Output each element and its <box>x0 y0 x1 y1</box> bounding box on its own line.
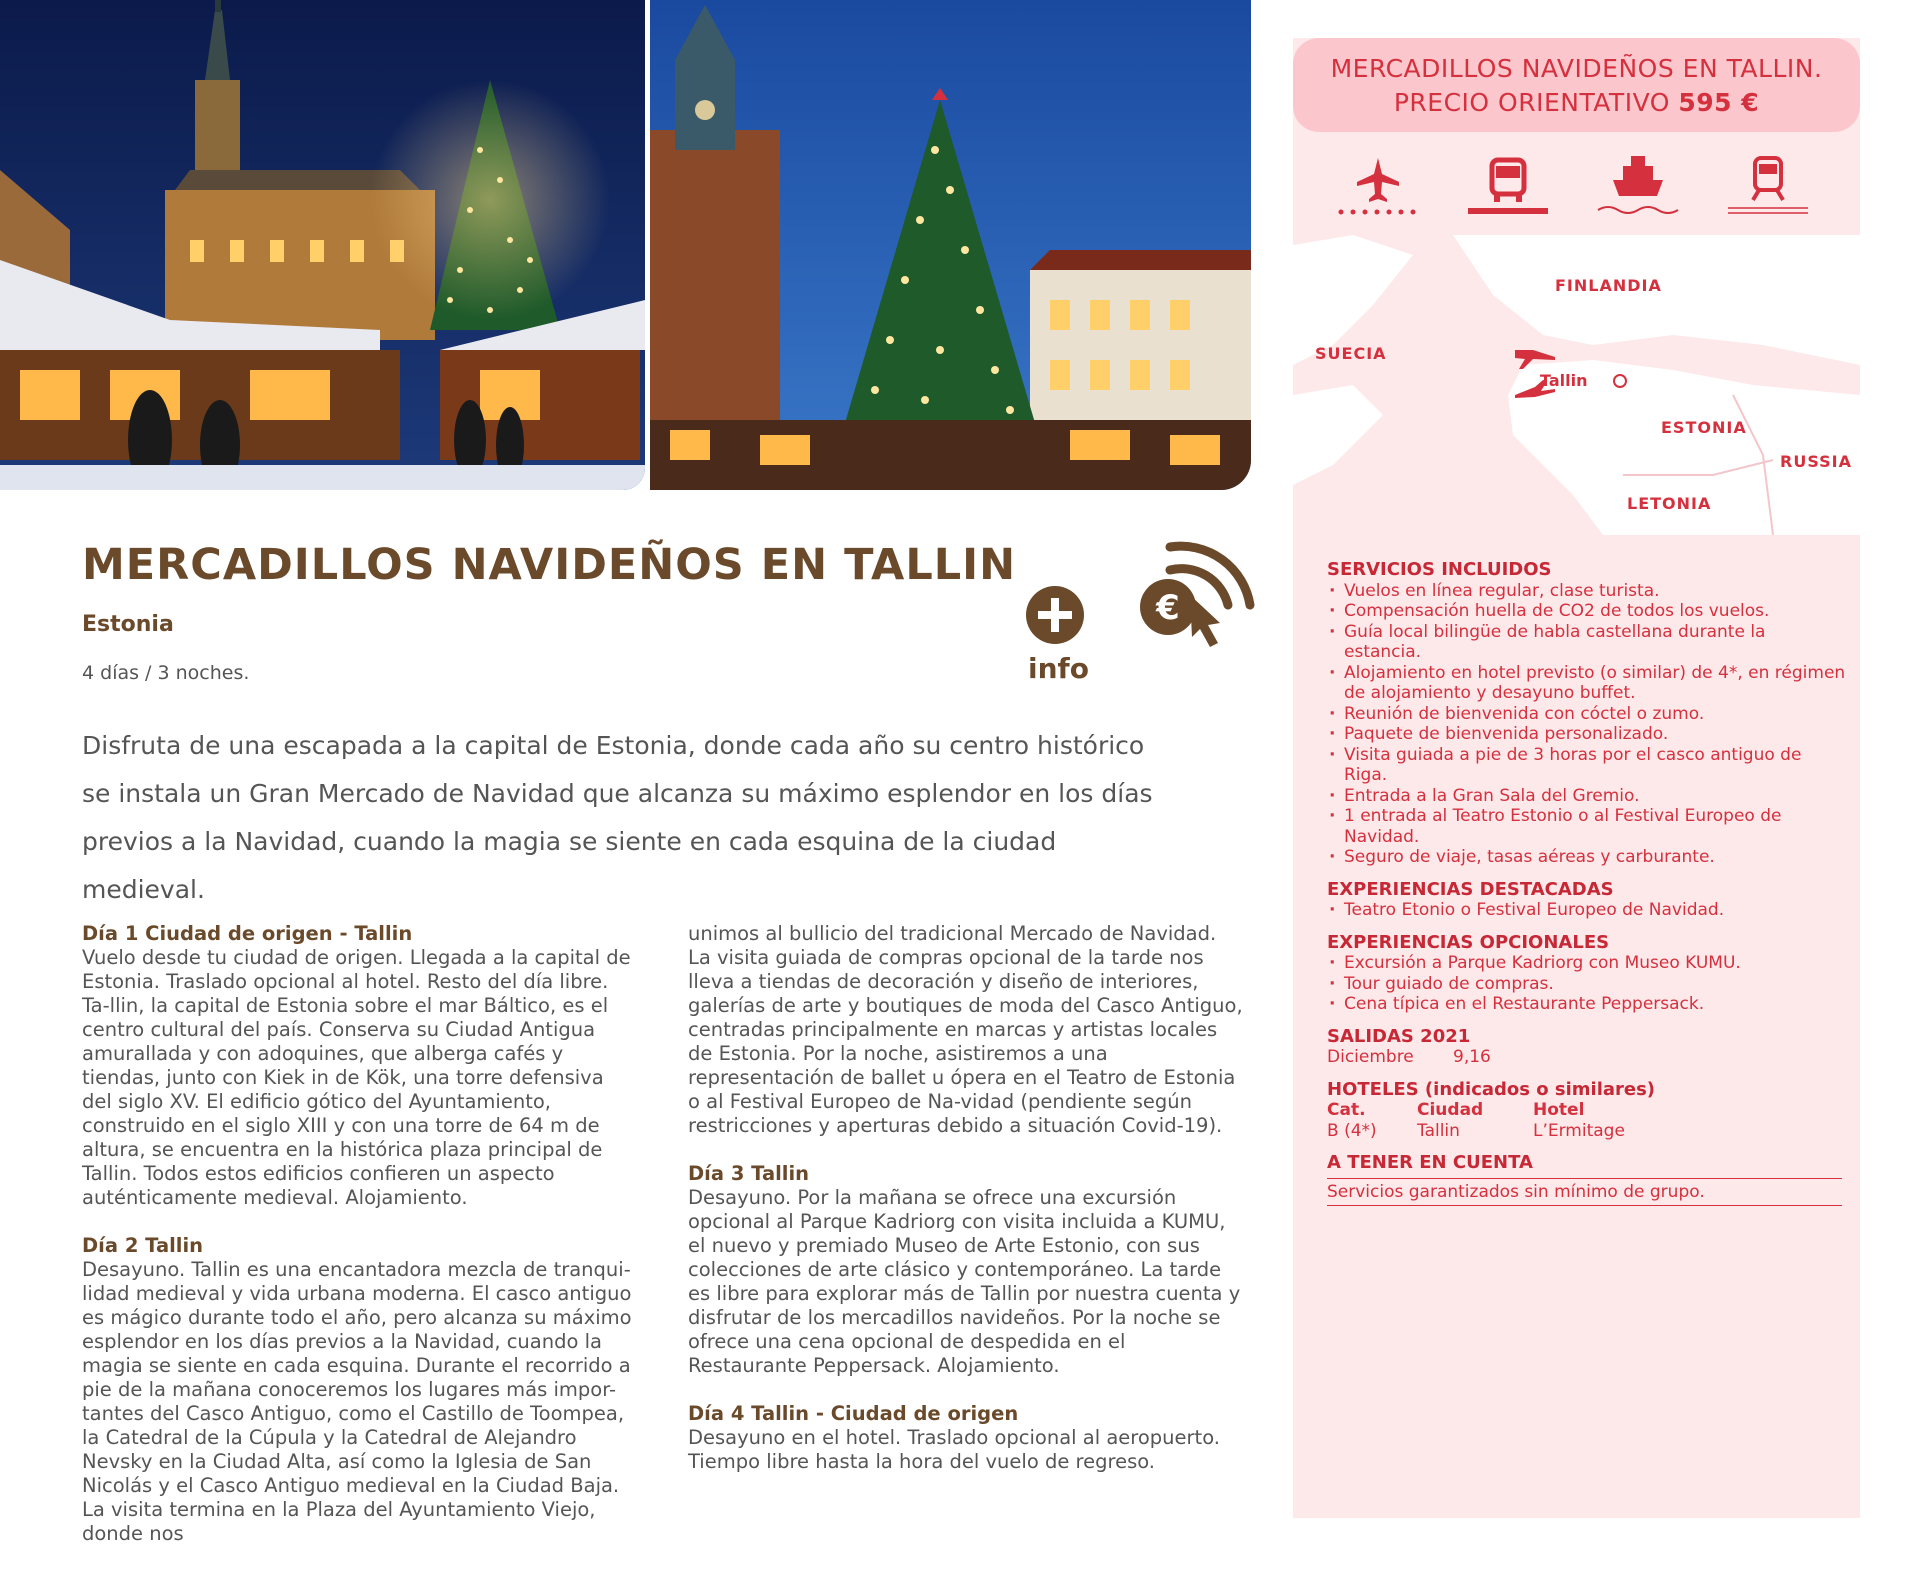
salidas-days: 9,16 <box>1453 1047 1491 1067</box>
hoteles-header-city: Ciudad <box>1417 1100 1484 1120</box>
map-label-estonia: ESTONIA <box>1661 418 1747 437</box>
hoteles-header-cat: Cat. <box>1327 1100 1366 1120</box>
day-2-text-continued: unimos al bullicio del tradicional Mercado de Navidad. La visita guiada de compras opcional de la tarde nos lleva a tiendas de decoración y diseño de interiores, galerías de arte y boutiques de moda del Casco Antiguo, centradas principalmente en marcas y artistas locales de Estonia. Por la noche, asistiremos a una representación de ballet u ópera en el Teatro de Estonia o al Festival Europeo de Na-vidad (pendiente según restricciones y aperturas debido a situación Covid-19). <box>688 922 1243 1137</box>
list-item: · Teatro Etonio o Festival Europeo de Navidad. <box>1327 900 1847 921</box>
ship-icon <box>1593 150 1683 220</box>
day-4-title: Día 4 Tallin - Ciudad de origen <box>688 1402 1019 1425</box>
trip-details <box>1327 560 1847 1206</box>
salidas-month: Diciembre <box>1327 1047 1414 1067</box>
photo-riga-christmas-tree <box>650 0 1251 490</box>
panel-header-line2: PRECIO ORIENTATIVO 595 € <box>1393 88 1760 117</box>
duration-label: 4 días / 3 noches. <box>82 662 250 684</box>
day-1-title: Día 1 Ciudad de origen - Tallin <box>82 922 413 945</box>
day-1-text: Vuelo desde tu ciudad de origen. Llegada a la capital de Estonia. Traslado opcional al hotel. Resto del día libre. Ta-llin, la capital de Estonia sobre el mar Báltico, es el centro cultural del país. Conserva su Ciudad Antigua amurallada y con adoquines, que alberga cafés y tiendas, junto con Kiek in de Kök, una torre defensiva del siglo XV. El edificio gótico del Ayuntamiento, construido en el siglo XIII y con una torre de 64 m de altura, se encuentra en la histórica plaza principal de Tallin. Todos estos edificios confieren un aspecto auténticamente medieval. Alojamiento. <box>82 946 631 1209</box>
svg-text:€: € <box>1156 588 1180 628</box>
list-item: · Entrada a la Gran Sala del Gremio. <box>1327 786 1847 807</box>
info-label[interactable]: info <box>1028 652 1089 685</box>
list-item: · Alojamiento en hotel previsto (o similar) de 4*, en régimen de alojamiento y desayuno buffet. <box>1327 663 1847 704</box>
destacadas-title: EXPERIENCIAS DESTACADAS <box>1327 878 1614 900</box>
list-item: · 1 entrada al Teatro Estonio o al Festival Europeo de Navidad. <box>1327 806 1847 847</box>
destacadas-list <box>1327 900 1847 921</box>
hotel-city: Tallin <box>1417 1120 1460 1141</box>
day-2-text: Desayuno. Tallin es una encantadora mezcla de tranqui-lidad medieval y vida urbana moderna. El casco antiguo es mágico durante todo el año, pero alcanza su máximo esplendor en los días previos a la Navidad, cuando la magia se siente en cada esquina. Durante el recorrido a pie de la mañana conoceremos los lugares más impor-tantes del Casco Antiguo, como el Castillo de Toompea, la Catedral de la Cúpula y la Catedral de Alejandro Nevsky en la Ciudad Alta, así como la Iglesia de San Nicolás y el Casco Antiguo medieval en la Ciudad Baja. La visita termina en la Plaza del Ayuntamiento Viejo, donde nos <box>82 1258 632 1545</box>
table-row <box>1327 1121 1847 1142</box>
country-label: Estonia <box>82 612 174 637</box>
salidas-title: SALIDAS 2021 <box>1327 1025 1471 1047</box>
list-item: · Excursión a Parque Kadriorg con Museo KUMU. <box>1327 953 1847 974</box>
day-4-text: Desayuno en el hotel. Traslado opcional al aeropuerto. Tiempo libre hasta la hora del vuelo de regreso. <box>688 1426 1220 1473</box>
transport-icons <box>1293 150 1860 230</box>
price-value: 595 € <box>1678 88 1760 117</box>
panel-header-line1: MERCADILLOS NAVIDEÑOS EN TALLIN. <box>1330 54 1823 83</box>
hotel-name: L’Ermitage <box>1533 1120 1625 1141</box>
intro-paragraph: Disfruta de una escapada a la capital de Estonia, donde cada año su centro histórico se instala un Gran Mercado de Navidad que alcanza su máximo esplendor en los días previos a la Navidad, cuando la magia se siente en cada esquina de la ciudad medieval. <box>82 731 1153 904</box>
list-item: · Reunión de bienvenida con cóctel o zumo. <box>1327 704 1847 725</box>
map-label-finlandia: FINLANDIA <box>1555 276 1662 295</box>
hoteles-header-row <box>1327 1100 1847 1121</box>
salidas-row <box>1327 1047 1847 1068</box>
plus-circle-icon[interactable] <box>1025 585 1085 645</box>
plane-icon <box>1333 150 1423 220</box>
map-label-suecia: SUECIA <box>1315 344 1387 363</box>
list-item: · Cena típica en el Restaurante Peppersack. <box>1327 994 1847 1015</box>
list-item: · Seguro de viaje, tasas aéreas y carburante. <box>1327 847 1847 868</box>
hoteles-header-hotel: Hotel <box>1533 1100 1585 1120</box>
train-icon <box>1723 150 1813 220</box>
hotel-category: B (4*) <box>1327 1120 1377 1141</box>
map-label-tallin: Tallin <box>1540 371 1588 390</box>
servicios-list <box>1327 581 1847 868</box>
day-2-title: Día 2 Tallin <box>82 1234 204 1257</box>
euro-click-icon[interactable] <box>1140 535 1256 651</box>
panel-header <box>1293 38 1860 132</box>
list-item: · Paquete de bienvenida personalizado. <box>1327 724 1847 745</box>
opcionales-title: EXPERIENCIAS OPCIONALES <box>1327 931 1610 953</box>
tener-text: Servicios garantizados sin mínimo de grupo. <box>1327 1178 1842 1207</box>
opcionales-list <box>1327 953 1847 1015</box>
day-3-title: Día 3 Tallin <box>688 1162 810 1185</box>
hoteles-title: HOTELES (indicados o similares) <box>1327 1078 1656 1100</box>
photo-tallinn-christmas-market <box>0 0 645 490</box>
map-label-letonia: LETONIA <box>1627 494 1712 513</box>
tener-title: A TENER EN CUENTA <box>1327 1152 1533 1173</box>
itinerary-column-right <box>688 922 1243 1498</box>
servicios-title: SERVICIOS INCLUIDOS <box>1327 559 1552 580</box>
list-item: · Visita guiada a pie de 3 horas por el casco antiguo de Riga. <box>1327 745 1847 786</box>
page-title: MERCADILLOS NAVIDEÑOS EN TALLIN <box>82 540 1017 590</box>
map-label-russia: RUSSIA <box>1780 452 1852 471</box>
region-map <box>1293 235 1860 535</box>
list-item: · Tour guiado de compras. <box>1327 974 1847 995</box>
list-item: · Guía local bilingüe de habla castellana durante la estancia. <box>1327 622 1847 663</box>
itinerary-column-left <box>82 922 637 1570</box>
day-3-text: Desayuno. Por la mañana se ofrece una excursión opcional al Parque Kadriorg con visita incluida a KUMU, el nuevo y premiado Museo de Arte Estonio, con sus colecciones de arte clásico y contemporáneo. La tarde es libre para explorar más de Tallin por nuestra cuenta y disfrutar de los mercadillos navideños. Por la noche se ofrece una cena opcional de despedida en el Restaurante Peppersack. Alojamiento. <box>688 1186 1241 1377</box>
bus-icon <box>1463 150 1553 220</box>
list-item: · Compensación huella de CO2 de todos los vuelos. <box>1327 601 1847 622</box>
list-item: · Vuelos en línea regular, clase turista. <box>1327 581 1847 602</box>
